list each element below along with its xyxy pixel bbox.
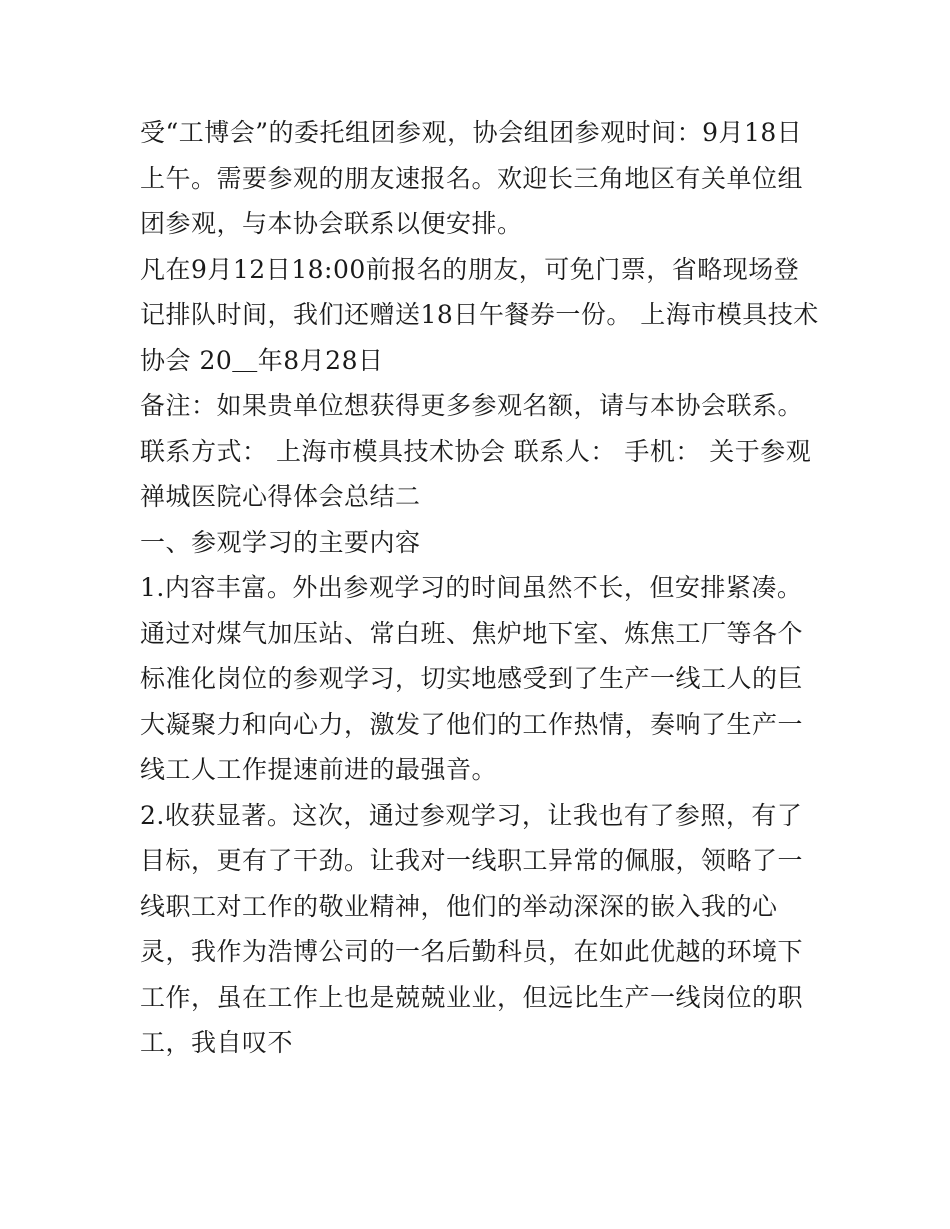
paragraph-registration: 凡在9月12日18:00前报名的朋友，可免门票，省略现场登记排队时间，我们还赠送18日午餐券一份。 上海市模具技术协会 20＿年8月28日 [140, 254, 819, 375]
paragraph-point-1: 1.内容丰富。外出参观学习的时间虽然不长，但安排紧凑。通过对煤气加压站、常白班、焦炉地下室、炼焦工厂等各个标准化岗位的参观学习，切实地感受到了生产一线工人的巨大凝聚力和向心力，激发了他们的工作热情，奏响了生产一线工人工作提速前进的最强音。 [140, 573, 804, 784]
document-body [140, 110, 820, 1066]
paragraph-note: 备注：如果贵单位想获得更多参观名额，请与本协会联系。 [140, 391, 804, 420]
section-heading: 一、参观学习的主要内容 [140, 527, 421, 557]
paragraph-contact: 联系方式： 上海市模具技术协会 联系人： 手机： 关于参观禅城医院心得体会总结二 [140, 436, 812, 511]
paragraph-point-2: 2.收获显著。这次，通过参观学习，让我也有了参照，有了目标，更有了干劲。让我对一线职工异常的佩服，领略了一线职工对工作的敬业精神，他们的举动深深的嵌入我的心灵，我作为浩博公司的一名后勤科员，在如此优越的环境下工作，虽在工作上也是兢兢业业，但远比生产一线岗位的职工，我自叹不 [140, 800, 804, 1057]
paragraph-invitation: 受“工博会”的委托组团参观，协会组团参观时间：9月18日上午。需要参观的朋友速报名。欢迎长三角地区有关单位组团参观，与本协会联系以便安排。 [140, 118, 804, 238]
